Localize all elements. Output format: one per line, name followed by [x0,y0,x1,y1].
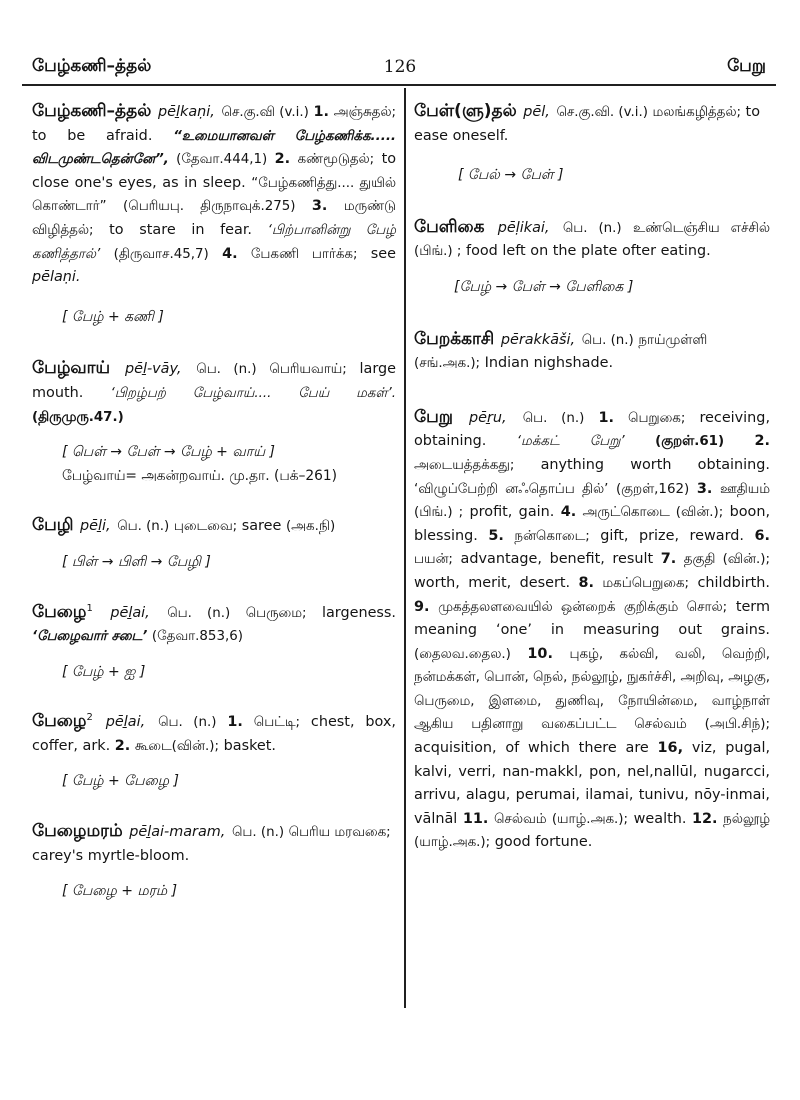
headword: பேழை [32,711,87,732]
page-number: 126 [383,57,417,77]
tamil-gloss: பெட்டி; [253,715,301,731]
english-gloss: to stare in fear. [109,221,253,238]
source-reference: (தேவா.444,1) [176,152,268,168]
english-gloss: to be afraid. [32,127,153,144]
tamil-gloss: கூடை(வின்.); [134,738,220,754]
cross-reference: pēlaṇi. [32,269,81,286]
tamil-gloss: மலங்கழித்தல்; [652,105,741,120]
tamil-gloss: புடைவை; [173,519,238,535]
column-divider [404,88,406,1008]
grammar-label: பெ. (n.) [158,715,217,731]
etymology: [ பிள் → பிளி → பேழி ] [62,553,211,570]
source-reference: (தைலவ.தைல.) [414,646,511,662]
transliteration: pērakkāši, [500,331,576,348]
headword: பேழி [32,515,74,536]
tamil-gloss: பெருமை; [245,605,307,621]
english-gloss: profit, gain. [469,504,555,521]
english-gloss: acquisition, of which there are [414,740,649,757]
quotation: ‘பிற்பானின்று பேழ் கணித்தால்’ [32,222,396,262]
tamil-gloss: நாய்முள்ளி (சங்.அக.); [414,332,708,372]
english-gloss: saree [241,518,282,535]
entry-peru [414,406,770,855]
source-reference: (பெரியபு. திருநாவுக்.275) [123,199,296,215]
etymology: [ பேழை + மரம் ] [62,883,178,900]
right-column [414,100,770,855]
headword: பேள்(ளு)தல் [414,101,517,121]
english-gloss: boon, blessing. [414,504,771,544]
sense-number: 3. [696,480,713,497]
entry-pezhaimaram [32,820,396,904]
tamil-gloss: அடையத்தக்கது; [414,457,515,473]
grammar-label: செ.கு.வி (v.i.) [221,105,309,120]
grammar-label: பெ. (n.) [562,220,622,236]
transliteration: pēḻi, [80,518,111,535]
transliteration: pēḷikai, [497,219,550,236]
english-gloss: wealth. [633,810,687,827]
sense-number: 5. [488,527,504,544]
tamil-gloss: தகுதி (வின்.); [683,552,770,568]
sense-number: 1. [598,409,614,426]
english-gloss: chest, box, coffer, ark. [32,714,397,754]
quotation: ‘பிறழ்பற் பேழ்வாய்.... பேய் மகள்’. [110,385,396,401]
source-reference: (திருவாச.45,7) [113,246,209,262]
tamil-gloss: நல்லூழ் (யாழ்.அக.); [414,811,770,851]
english-gloss: Indian nighshade. [484,355,614,372]
tamil-gloss: நன்கொடை; [514,528,590,544]
source-reference: (குறள்.61) [655,434,725,450]
etymology: [ பேழ் + கணி ] [62,308,164,325]
quotation: ‘பேழைவார் சடை’ [32,629,148,645]
tamil-gloss: அஞ்சுதல்; [333,105,397,120]
english-gloss: childbirth. [697,574,771,591]
etymology-note: பேழ்வாய்= அகன்றவாய். மு.தா. (பக்–261) [62,467,338,484]
english-gloss: viz, [691,740,717,757]
grammar-label: பெ. (n.) [522,410,585,426]
tamil-gloss: புகழ், கல்வி, வலி, வெற்றி, நன்மக்கள், பொன், நெல், நல்லூழ், நுகர்ச்சி, அறிவு, அழகு, பெருமை, இளமை, துணிவு, நோயின்மை, வாழ்நாள் ஆகிய பதினாறு வகைப்பட்ட செல்வம் (அபி.சிந்); [414,646,771,733]
english-gloss: receiving, obtaining. [414,409,771,450]
transliteration: pēḻkaṇi, [158,104,215,120]
running-head-right: பேறு [727,56,766,76]
entry-pezhkani [32,100,396,329]
quotation: “பேழ்கணித்து.... துயில் கொண்டார்” [32,175,396,215]
transliteration: pēḻai, [110,604,150,621]
tamil-gloss: மகப்பெறுகை; [602,575,690,591]
entry-pezhai-1 [32,601,396,685]
headword: பேழை [32,601,87,622]
sense-number: 4. [560,504,577,521]
english-gloss: food left on the plate ofter eating. [466,243,711,260]
entry-pelikai [414,216,770,300]
homonym-number: 1 [86,602,93,614]
transliteration: pēḻ-vāy, [124,361,182,378]
quotation: ‘விழுப்பேற்றி னஃதொப்ப தில்’ [414,481,609,497]
headword: பேழ்வாய் [32,358,111,379]
grammar-label: பெ. (n.) [117,519,170,535]
sense-number: 12. [692,810,718,827]
etymology: [ பேழ் + பேழை ] [62,773,179,790]
sense-number: 7. [660,551,677,568]
english-gloss: see [370,245,397,262]
tamil-gloss: செல்வம் (யாழ்.அக.); [494,811,629,827]
sense-number: 9. [414,598,430,615]
running-head [0,0,800,90]
headword: பேறக்காசி [414,328,495,349]
english-gloss: carey's myrtle-bloom. [32,847,190,864]
tamil-gloss: பெரியவாய்; [269,362,347,378]
etymology: [ பேழ் + ஐ ] [62,663,146,680]
tamil-gloss: முகத்தலளவையில் ஒன்றைக் குறிக்கும் சொல்; [438,599,728,615]
tamil-gloss: பேகணி பார்க்க; [250,246,358,262]
sense-number: 2. [114,737,131,754]
grammar-label: பெ. (n.) [167,605,231,621]
english-gloss: large mouth. [32,361,396,401]
entry-perakkasi [414,328,770,376]
header-rule [22,84,776,86]
sense-number: 6. [754,527,770,544]
sense-number: 10. [527,645,553,662]
headword: பேறு [414,406,453,427]
grammar-label: பெ. (n.) [196,362,257,378]
etymology: [பேழ் → பேள் → பேளிகை ] [454,278,634,295]
transliterated-list: pugal, kalvi, verri, nan-makkl, pon, nel,nallūl, nugarcci, arrivu, alagu, perumai, ilamai, tunivu, nōy-inmai, vālnāl [414,740,771,827]
english-gloss: worth, merit, desert. [414,574,571,591]
headword: பேழ்கணி–த்தல் [32,101,152,121]
english-gloss: advantage, benefit, result [460,551,654,568]
homonym-number: 2 [86,712,93,724]
sense-number: 3. [311,198,328,215]
english-gloss: gift, prize, reward. [600,527,744,544]
transliteration: pēl, [523,104,550,120]
headword: பேழைமரம் [32,821,123,842]
source-reference: (குறள்,162) [615,481,690,497]
entry-pezhvay [32,357,396,488]
sense-number: 4. [222,245,238,262]
sense-number: 2. [754,433,770,450]
sense-number: 8. [578,574,594,591]
tamil-gloss: பெரிய மரவகை; [288,825,391,841]
quotation: ‘மக்கட் பேறு’ [516,434,625,450]
tamil-gloss: பெறுகை; [628,410,686,426]
left-column [32,100,396,904]
source-reference: (அக.நி) [285,519,336,535]
tamil-gloss: ஊதியம் (பிங்.) ; [414,481,771,521]
english-gloss: anything worth obtaining. [540,456,770,473]
etymology: [ பெள் → பேள் → பேழ் + வாய் ] [62,444,275,461]
english-gloss: largeness. [321,604,396,621]
tamil-gloss: மருண்டு விழித்தல்; [32,199,396,238]
english-gloss: term meaning ‘one’ in measuring out grains. [414,598,770,639]
grammar-label: பெ. (n.) [581,332,634,348]
grammar-label: பெ. (n.) [231,825,285,841]
running-head-left: பேழ்கணி–த்தல் [32,56,152,76]
grammar-label: செ.கு.வி. (v.i.) [556,105,648,120]
source-reference: (தேவா.853,6) [151,629,243,645]
english-gloss: basket. [223,737,276,754]
english-gloss: good fortune. [494,834,593,851]
entry-pel [414,100,770,188]
tamil-gloss: கண்மூடுதல்; [297,152,375,168]
tamil-gloss: பயன்; [414,552,453,568]
sense-number: 11. [462,810,489,827]
tamil-gloss: அருட்கொடை (வின்.); [582,505,724,521]
transliteration: pēḻai, [105,714,146,731]
tamil-gloss: உண்டெஞ்சிய எச்சில் (பிங்.) ; [414,220,771,260]
sense-number: 2. [274,151,291,168]
quotation: “உமையானவள் பேழ்கணிக்க..... விடமுண்டதென்னே”, [32,128,396,168]
source-reference: (திருமுரு.47.) [32,409,124,425]
etymology: [ பேல் → பேள் ] [458,167,564,184]
english-gloss: to ease oneself. [414,104,760,144]
english-gloss: to close one's eyes, as in sleep. [32,151,397,191]
transliteration: pēṟu, [469,409,507,426]
transliteration: pēḻai-maram, [129,824,226,841]
count: 16, [657,740,684,757]
sense-number: 1. [227,714,243,731]
entry-pezhai-2 [32,710,396,794]
entry-pezhi [32,514,396,574]
sense-number: 1. [313,104,329,120]
headword: பேளிகை [414,216,485,237]
